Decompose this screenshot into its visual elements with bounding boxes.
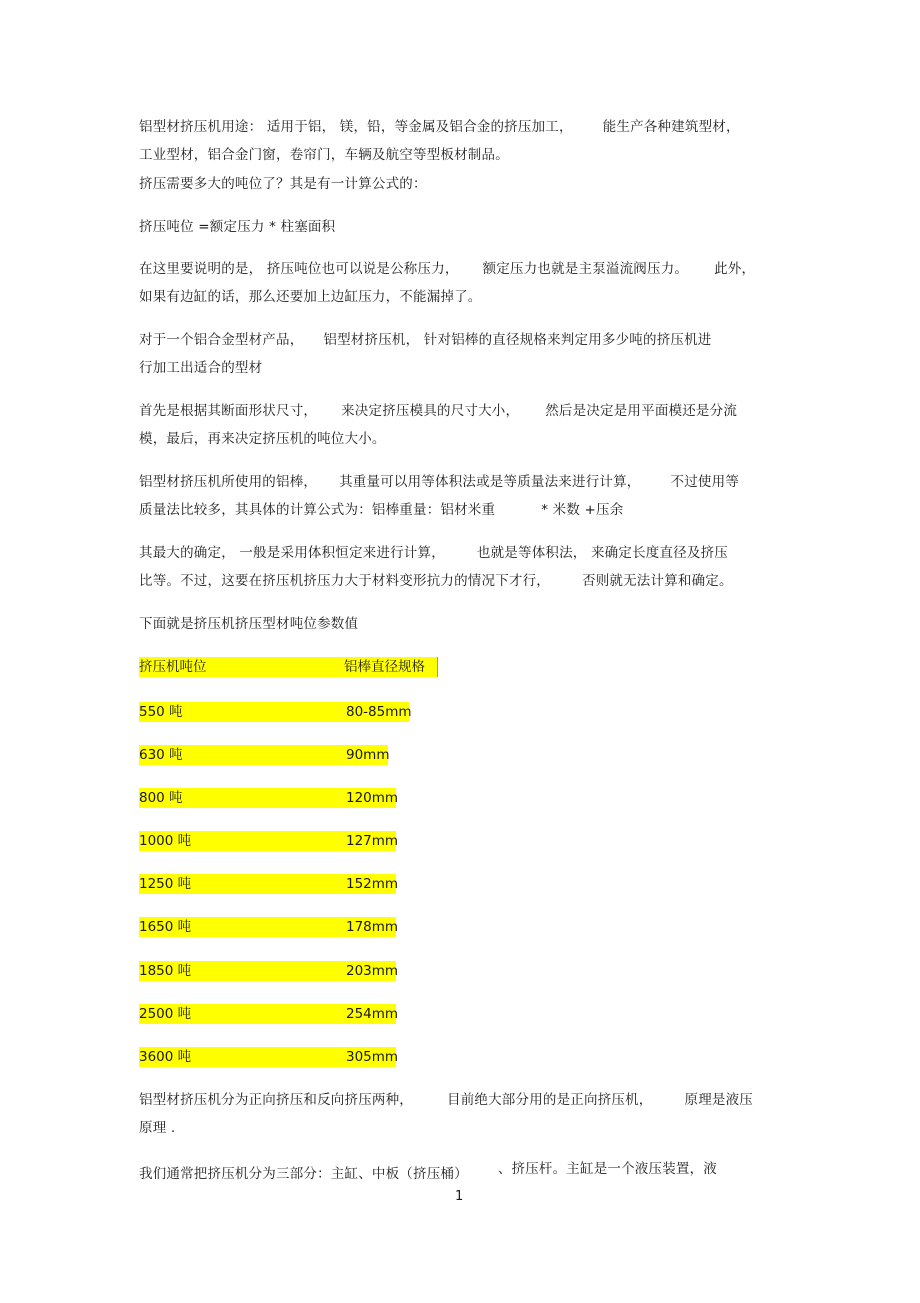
- paragraph-billet-line-1: [139, 472, 739, 492]
- text-segment: 铝型材挤压机用途： 适用于铝， 镁，铅，等金属及铝合金的挤压加工，: [139, 119, 573, 135]
- paragraph-billet-line-2: [139, 500, 623, 520]
- text-segment: 额定压力也就是主泵溢流阀压力。: [482, 261, 689, 277]
- row-diameter: 178mm: [346, 919, 399, 935]
- table-row: [139, 745, 388, 765]
- table-row: [139, 1004, 399, 1024]
- row-diameter: 127mm: [346, 833, 399, 849]
- paragraph-explanation-line-2: 如果有边缸的话，那么还要加上边缸压力，不能漏掉了。: [139, 289, 482, 305]
- paragraph-steps-line-2: 模，最后，再来决定挤压机的吨位大小。: [139, 431, 386, 447]
- text-segment: 质量法比较多，其具体的计算公式为：铝棒重量：铝材米重: [139, 502, 496, 518]
- paragraph-steps-line-1: [139, 401, 737, 421]
- table-row: [139, 702, 412, 722]
- text-segment: 对于一个铝合金型材产品，: [139, 332, 304, 348]
- row-tonnage: 3600 吨: [139, 1049, 192, 1065]
- header-diameter: 铝棒直径规格: [344, 659, 425, 675]
- text-segment: 不过使用等: [670, 474, 740, 490]
- table-row: [139, 1047, 399, 1067]
- paragraph-types-line-1: [139, 1090, 753, 1110]
- text-segment: * 米数 +压余: [541, 502, 624, 518]
- text-segment: 在这里要说明的是， 挤压吨位也可以说是公称压力，: [139, 261, 459, 277]
- paragraph-product-line-1: [139, 330, 712, 350]
- row-diameter: 120mm: [346, 790, 399, 806]
- row-diameter: 305mm: [346, 1049, 399, 1065]
- paragraph-volume-line-1: [139, 543, 728, 563]
- text-segment: 比等。不过，这要在挤压机挤压力大于材料变形抗力的情况下才行，: [139, 573, 550, 589]
- paragraph-types-line-2: 原理 .: [139, 1120, 176, 1136]
- paragraph-question: 挤压需要多大的吨位了？其是有一计算公式的：: [139, 176, 427, 192]
- table-header-row: [139, 657, 438, 677]
- text-segment: 来决定挤压模具的尺寸大小，: [341, 403, 520, 419]
- row-diameter: 80-85mm: [346, 704, 412, 720]
- row-tonnage: 2500 吨: [139, 1006, 192, 1022]
- row-tonnage: 1250 吨: [139, 876, 192, 892]
- table-row: [139, 961, 399, 981]
- paragraph-parts-line-1: [139, 1161, 718, 1184]
- text-segment: 原理是液压: [684, 1092, 753, 1108]
- table-row: [139, 917, 399, 937]
- text-segment: 首先是根据其断面形状尺寸，: [139, 403, 318, 419]
- header-tonnage: 挤压机吨位: [139, 659, 207, 675]
- row-diameter: 203mm: [346, 963, 399, 979]
- paragraph-product-line-2: 行加工出适合的型材: [139, 360, 263, 376]
- paragraph-explanation-line-1: [139, 259, 755, 279]
- table-row: [139, 831, 399, 851]
- text-segment: 目前绝大部分用的是正向挤压机，: [447, 1092, 653, 1108]
- table-row: [139, 788, 399, 808]
- text-segment: 否则就无法计算和确定。: [582, 573, 733, 589]
- table-intro: 下面就是挤压机挤压型材吨位参数值: [139, 616, 359, 632]
- table-row: [139, 874, 399, 894]
- row-tonnage: 550 吨: [139, 704, 183, 720]
- text-segment: 也就是等体积法， 来确定长度直径及挤压: [476, 545, 728, 561]
- row-tonnage: 1000 吨: [139, 833, 192, 849]
- paragraph-volume-line-2: [139, 571, 733, 591]
- text-segment: 此外，: [714, 261, 756, 277]
- text-segment: 铝型材挤压机所使用的铝棒，: [139, 474, 318, 490]
- text-segment: 铝型材挤压机， 针对铝棒的直径规格来判定用多少吨的挤压机进: [323, 332, 712, 348]
- text-segment: 然后是决定是用平面模还是分流: [545, 403, 738, 419]
- text-segment: 能生产各种建筑型材，: [602, 119, 740, 135]
- row-diameter: 90mm: [346, 747, 390, 763]
- text-segment: 铝型材挤压机分为正向挤压和反向挤压两种，: [139, 1092, 413, 1108]
- row-tonnage: 1850 吨: [139, 963, 192, 979]
- page-number: 1: [455, 1189, 464, 1204]
- row-diameter: 254mm: [346, 1006, 399, 1022]
- text-segment: 其重量可以用等体积法或是等质量法来进行计算，: [339, 474, 641, 490]
- row-tonnage: 630 吨: [139, 747, 183, 763]
- text-segment: 、挤压杆。主缸是一个液压装置，液: [497, 1161, 718, 1177]
- paragraph-usage-line-1: [139, 117, 740, 137]
- row-diameter: 152mm: [346, 876, 399, 892]
- formula-tonnage: 挤压吨位 =额定压力 * 柱塞面积: [139, 219, 336, 235]
- text-segment: 我们通常把挤压机分为三部分：主缸、中板（挤压桶）: [139, 1166, 468, 1182]
- row-tonnage: 800 吨: [139, 790, 183, 806]
- text-segment: 其最大的确定， 一般是采用体积恒定来进行计算，: [139, 545, 445, 561]
- paragraph-usage-line-2: 工业型材，铝合金门窗，卷帘门，车辆及航空等型板材制品。: [139, 147, 509, 163]
- row-tonnage: 1650 吨: [139, 919, 192, 935]
